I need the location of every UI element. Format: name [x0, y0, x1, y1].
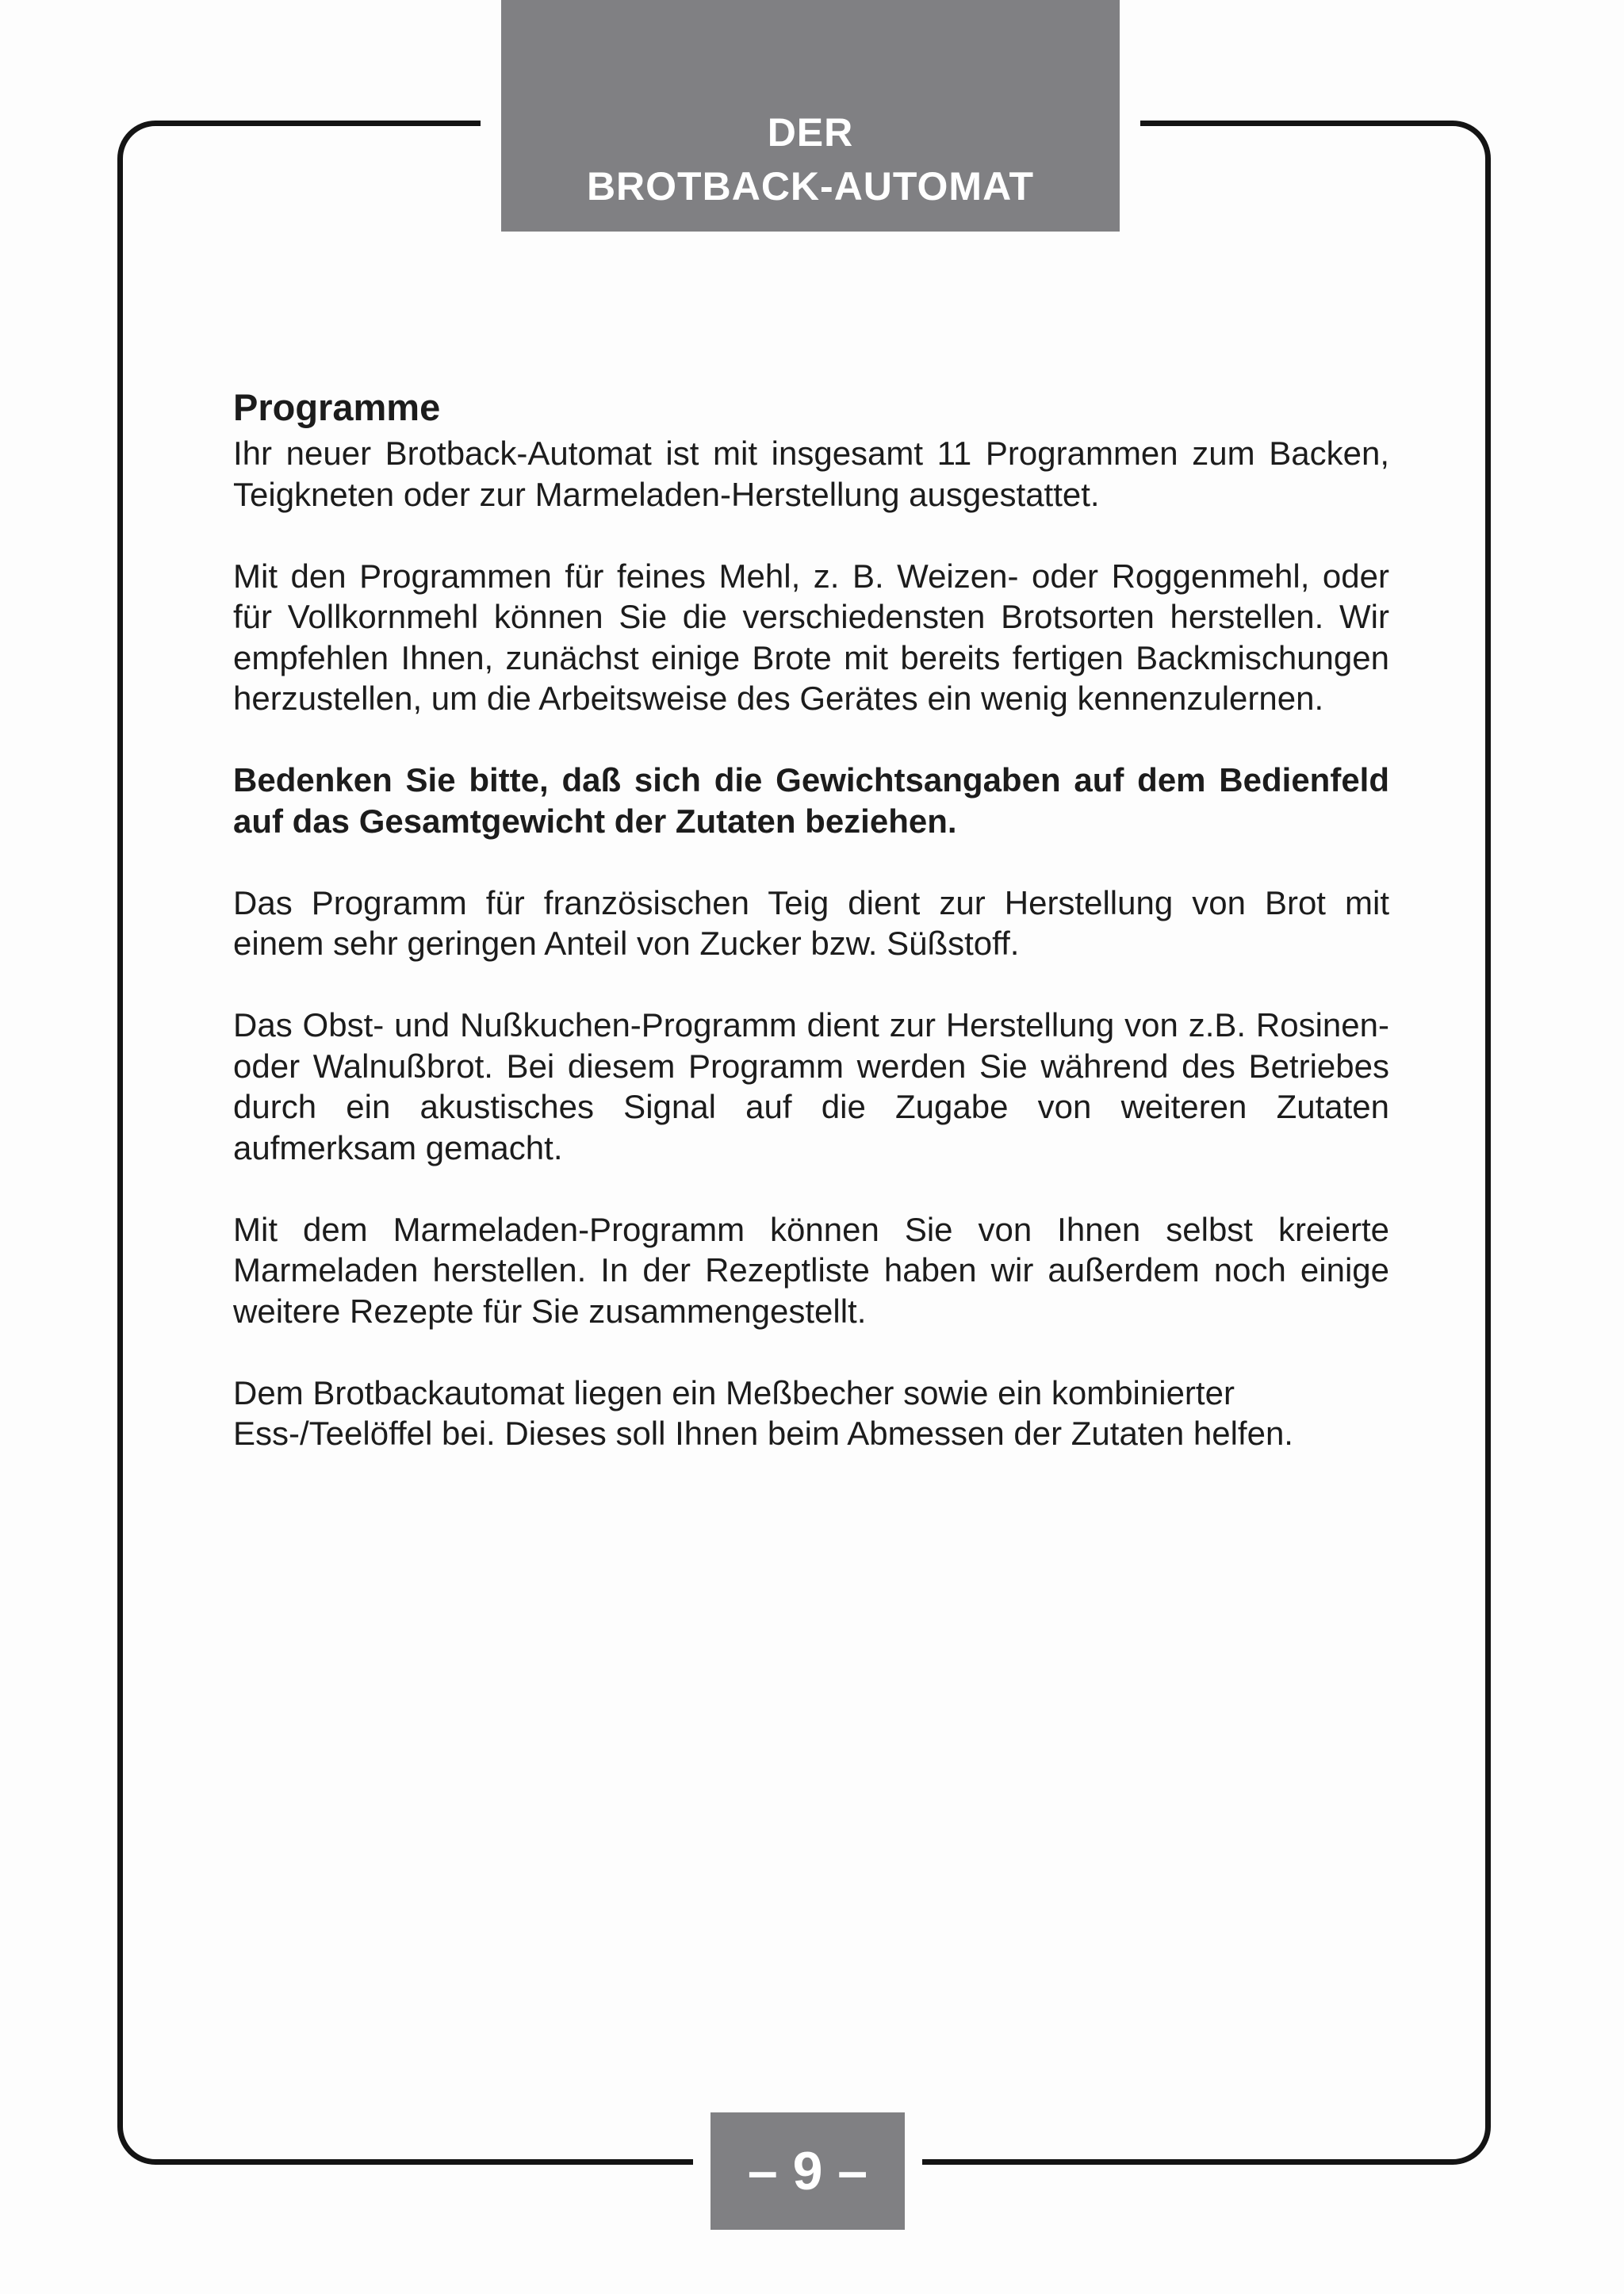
- paragraph-flour-programs: Mit den Programmen für feines Mehl, z. B. Weizen- oder Roggenmehl, oder für Vollkornmehl können Sie die verschiedensten Brotsorten herstellen. Wir empfehlen Ihnen, zunächst einige Brote mit bereits fertigen Backmischungen herzustellen, um die Arbeitsweise des Gerätes ein wenig kennenzulernen.: [233, 557, 1389, 717]
- chapter-title-line-1: DER: [767, 110, 854, 155]
- section-heading: Programme: [233, 386, 441, 428]
- page-content: [233, 384, 1389, 1495]
- paragraph-weight-note: Bedenken Sie bitte, daß sich die Gewichtsangaben auf dem Bedienfeld auf das Gesamtgewicht der Zutaten beziehen.: [233, 761, 1389, 840]
- paragraph-intro: Ihr neuer Brotback-Automat ist mit insgesamt 11 Programmen zum Backen, Teigkneten oder zur Marmeladen-Herstellung ausgestattet.: [233, 435, 1389, 513]
- paragraph-accessories: Dem Brotbackautomat liegen ein Meßbecher sowie ein kombinierter Ess-/Teelöffel bei. Dieses soll Ihnen beim Abmessen der Zutaten helfen.: [233, 1373, 1293, 1452]
- chapter-title-line-2: BROTBACK-AUTOMAT: [586, 164, 1035, 209]
- paragraph-fruit-nut: Das Obst- und Nußkuchen-Programm dient zur Herstellung von z.B. Rosinen- oder Walnußbrot. Bei diesem Programm werden Sie während des Betriebes durch ein akustisches Signal auf die Zugabe von weiteren Zutaten aufmerksam gemacht.: [233, 1006, 1389, 1166]
- paragraph-french-dough: Das Programm für französischen Teig dient zur Herstellung von Brot mit einem sehr geringen Anteil von Zucker bzw. Süßstoff.: [233, 883, 1389, 962]
- paragraph-jam: Mit dem Marmeladen-Programm können Sie von Ihnen selbst kreierte Marmeladen herstellen. In der Rezeptliste haben wir außerdem noch einige weitere Rezepte für Sie zusammengestellt.: [233, 1210, 1389, 1330]
- page-number: – 9 –: [710, 2112, 905, 2230]
- chapter-header-tab: [501, 0, 1120, 232]
